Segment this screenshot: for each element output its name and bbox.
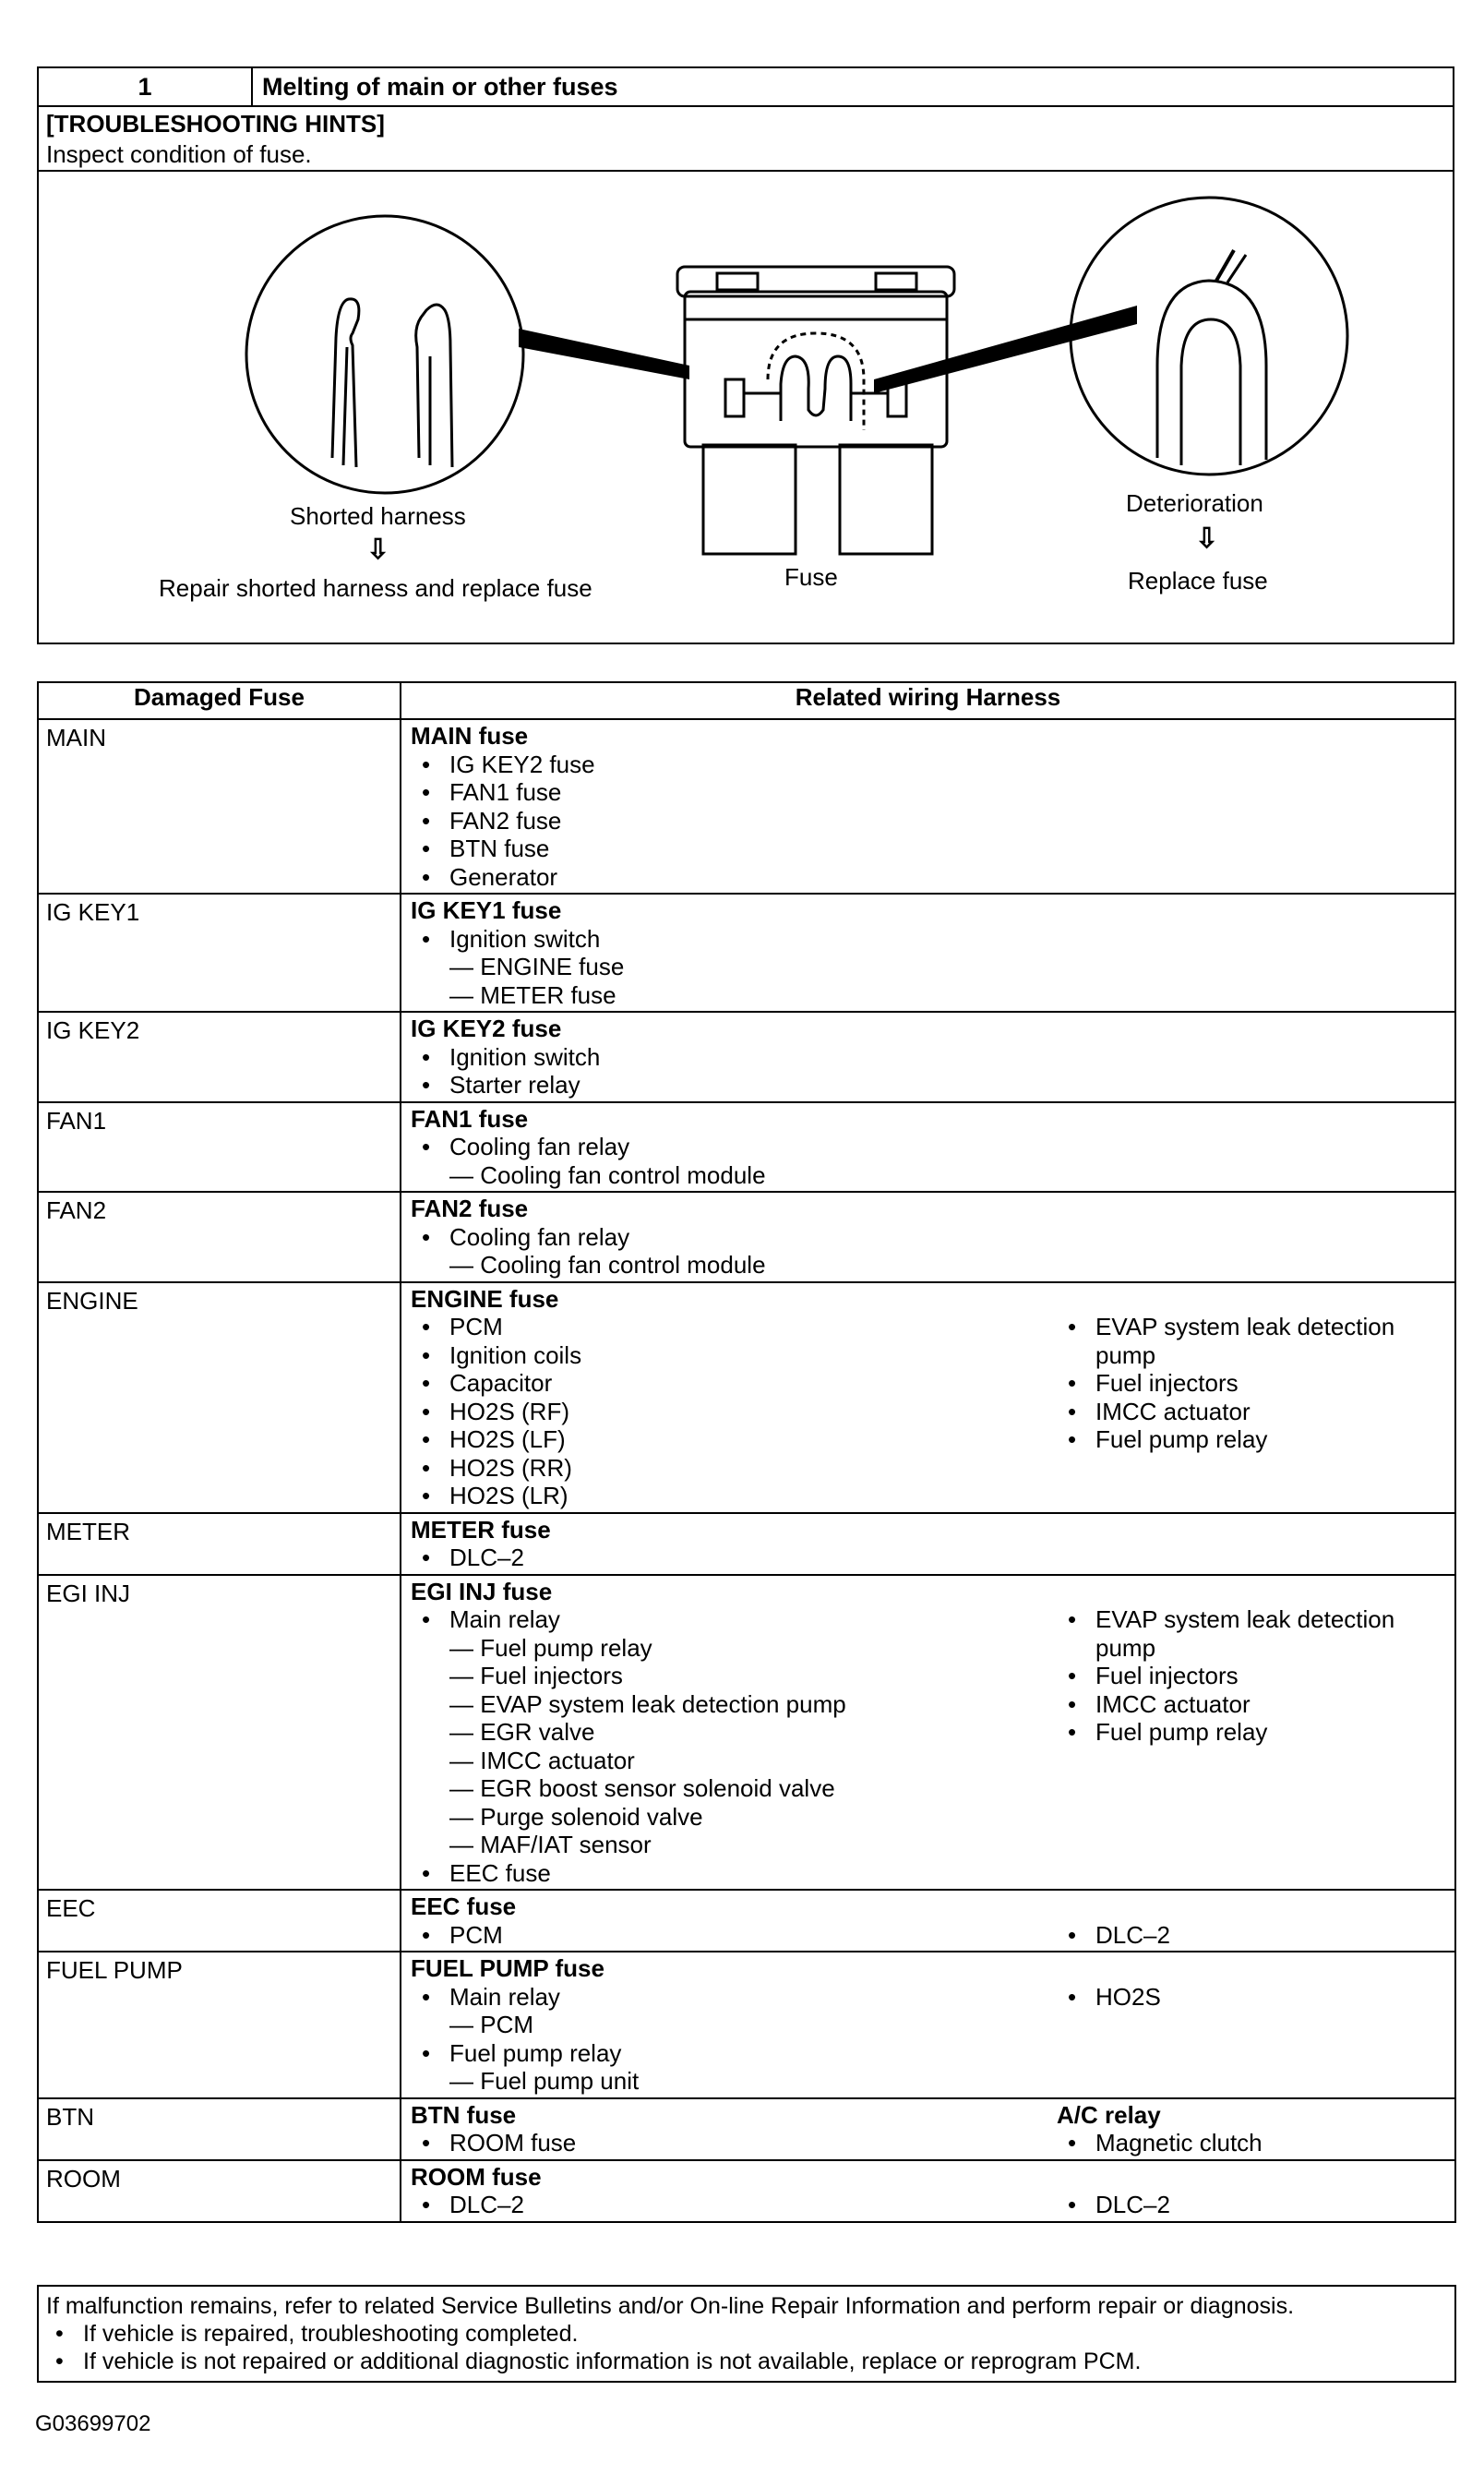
table-row: [38, 1890, 1455, 1952]
table-body: [38, 719, 1455, 2222]
harness-item: [1057, 1605, 1447, 1662]
harness-item: • ROOM fuse: [411, 2129, 1057, 2157]
shorted-harness-magnifier: [246, 216, 523, 493]
harness-item: [1057, 1690, 1447, 1719]
damaged-fuse-cell: FAN2: [38, 1192, 401, 1282]
harness-item: • HO2S (RF): [411, 1398, 1057, 1426]
troubleshooting-step-box: [37, 66, 1454, 644]
harness-item: • IG KEY2 fuse: [411, 751, 1057, 779]
damaged-fuse-cell: BTN: [38, 2098, 401, 2160]
table-row: [38, 1102, 1455, 1193]
harness-subitem: — Fuel pump unit: [411, 2067, 1057, 2096]
harness-right-title: A/C relay: [1057, 2100, 1161, 2129]
step-header: [39, 68, 1453, 107]
table-row: [38, 1192, 1455, 1282]
harness-right-title: [1057, 1015, 1447, 1043]
harness-right-title: [1057, 1516, 1447, 1544]
harness-subitem: — MAF/IAT sensor: [411, 1831, 1057, 1859]
table-row: [38, 1282, 1455, 1513]
related-harness-cell: [401, 1890, 1455, 1952]
damaged-fuse-cell: FUEL PUMP: [38, 1952, 401, 2098]
harness-title: ENGINE fuse: [411, 1284, 559, 1313]
left-pointer: [519, 329, 689, 379]
harness-item: • BTN fuse: [411, 835, 1057, 863]
related-harness-cell: [401, 1192, 1455, 1282]
harness-item: • HO2S (RR): [411, 1454, 1057, 1483]
harness-item: • Main relay: [411, 1983, 1057, 2012]
harness-item-text: • HO2S: [1095, 1982, 1161, 2011]
harness-right-title: [1057, 2163, 1447, 2192]
harness-item: [1057, 2129, 1447, 2157]
harness-subitem: — ENGINE fuse: [411, 953, 1057, 981]
related-harness-cell: [401, 1952, 1455, 2098]
down-arrow-icon: ⇩: [1195, 523, 1219, 554]
fuse-illustration: [39, 172, 1453, 639]
harness-right-title: [1057, 1578, 1447, 1606]
harness-item-text: • IMCC actuator: [1095, 1689, 1251, 1718]
related-harness-cell: [401, 894, 1455, 1012]
harness-subitem: — Purge solenoid valve: [411, 1803, 1057, 1832]
harness-subitem: — PCM: [411, 2011, 1057, 2039]
harness-subitem: — EGR valve: [411, 1718, 1057, 1747]
harness-item: • FAN2 fuse: [411, 807, 1057, 835]
harness-item-text: • DLC–2: [1095, 1920, 1170, 1949]
damaged-fuse-cell: METER: [38, 1513, 401, 1575]
harness-item: • DLC–2: [411, 2191, 1057, 2219]
harness-item: [1057, 1425, 1447, 1454]
harness-item: • EEC fuse: [411, 1859, 1057, 1888]
harness-item-text: • Magnetic clutch: [1095, 2129, 1263, 2157]
harness-item: • Cooling fan relay: [411, 1223, 1057, 1252]
harness-item-text: • Fuel pump relay: [1095, 1718, 1268, 1746]
harness-subitem: — Cooling fan control module: [411, 1251, 1057, 1280]
harness-item-text: • IMCC actuator: [1095, 1397, 1251, 1425]
related-harness-cell: [401, 719, 1455, 894]
harness-item-text: • DLC–2: [1095, 2191, 1170, 2218]
column-header-related-harness: Related wiring Harness: [401, 682, 1455, 719]
related-harness-cell: [401, 1575, 1455, 1891]
table-row: [38, 2160, 1455, 2222]
harness-item: • HO2S (LF): [411, 1425, 1057, 1454]
hints-heading: [TROUBLESHOOTING HINTS]: [46, 110, 385, 138]
harness-subitem: — IMCC actuator: [411, 1747, 1057, 1775]
harness-item: [1057, 1369, 1447, 1398]
table-row: [38, 1952, 1455, 2098]
harness-title: ROOM fuse: [411, 2162, 542, 2191]
harness-item: • Main relay: [411, 1605, 1057, 1634]
table-row: [38, 894, 1455, 1012]
harness-title: METER fuse: [411, 1515, 551, 1544]
harness-item: [1057, 1921, 1447, 1950]
table-row: [38, 1513, 1455, 1575]
column-header-damaged-fuse: Damaged Fuse: [38, 682, 401, 719]
harness-item: • Fuel pump relay: [411, 2039, 1057, 2068]
harness-item: • DLC–2: [411, 1544, 1057, 1572]
footer-item: • If vehicle is not repaired or additional diagnostic information is not available, replace or reprogram PCM.: [46, 2348, 1447, 2375]
damaged-fuse-cell: EGI INJ: [38, 1575, 401, 1891]
hints-text: Inspect condition of fuse.: [46, 140, 312, 168]
related-harness-cell: [401, 1012, 1455, 1102]
harness-item: • PCM: [411, 1921, 1057, 1950]
harness-item: • Cooling fan relay: [411, 1133, 1057, 1161]
harness-item: • PCM: [411, 1313, 1057, 1341]
harness-title: FUEL PUMP fuse: [411, 1954, 604, 1982]
deterioration-label: Deterioration: [1126, 489, 1263, 517]
damaged-fuse-table: [37, 681, 1456, 2223]
footer-item: • If vehicle is repaired, troubleshooting completed.: [46, 2320, 1447, 2348]
harness-item: [1057, 2191, 1447, 2219]
harness-item: [1057, 1718, 1447, 1747]
table-row: [38, 2098, 1455, 2160]
harness-title: EEC fuse: [411, 1892, 517, 1920]
harness-subitem: — METER fuse: [411, 981, 1057, 1010]
harness-item: • Ignition switch: [411, 1043, 1057, 1072]
figure-code: G03699702: [35, 2411, 151, 2436]
fuse-label: Fuse: [784, 563, 838, 591]
related-harness-cell: [401, 1102, 1455, 1193]
footer-text: If malfunction remains, refer to related Service Bulletins and/or On-line Repair Information and perform repair or diagnosis.: [46, 2293, 1295, 2319]
harness-title: FAN2 fuse: [411, 1195, 529, 1222]
step-number: 1: [39, 68, 253, 105]
harness-subitem: — EGR boost sensor solenoid valve: [411, 1774, 1057, 1803]
harness-right-title: [1057, 1954, 1447, 1983]
troubleshooting-hints: [39, 107, 1453, 172]
harness-item: [1057, 1662, 1447, 1690]
harness-subitem: — Cooling fan control module: [411, 1161, 1057, 1190]
harness-item: [1057, 1398, 1447, 1426]
table-row: [38, 719, 1455, 894]
deterioration-magnifier: [1071, 198, 1347, 475]
harness-right-title: [1057, 722, 1447, 751]
harness-item: [1057, 1983, 1447, 2012]
related-harness-cell: [401, 2160, 1455, 2222]
damaged-fuse-cell: ROOM: [38, 2160, 401, 2222]
damaged-fuse-cell: EEC: [38, 1890, 401, 1952]
harness-item: [1057, 1313, 1447, 1369]
harness-item-text: • EVAP system leak detection pump: [1095, 1313, 1395, 1369]
harness-subitem: — EVAP system leak detection pump: [411, 1690, 1057, 1719]
harness-item-text: • Fuel pump relay: [1095, 1425, 1268, 1453]
harness-title: MAIN fuse: [411, 722, 529, 750]
step-title: Melting of main or other fuses: [262, 73, 618, 101]
harness-right-title: [1057, 1195, 1447, 1223]
harness-title: IG KEY2 fuse: [411, 1015, 562, 1042]
harness-item: • Generator: [411, 863, 1057, 892]
harness-title: FAN1 fuse: [411, 1104, 529, 1133]
related-harness-cell: [401, 1282, 1455, 1513]
harness-item: • Ignition coils: [411, 1341, 1057, 1370]
harness-right-title: [1057, 896, 1447, 925]
harness-title: EGI INJ fuse: [411, 1577, 553, 1605]
damaged-fuse-cell: IG KEY1: [38, 894, 401, 1012]
harness-item-text: • Fuel injectors: [1095, 1369, 1239, 1397]
damaged-fuse-cell: MAIN: [38, 719, 401, 894]
harness-item: • Starter relay: [411, 1071, 1057, 1099]
table-row: [38, 1012, 1455, 1102]
shorted-harness-label: Shorted harness: [290, 502, 466, 530]
harness-title: BTN fuse: [411, 2100, 517, 2129]
repair-harness-label: Repair shorted harness and replace fuse: [159, 574, 592, 602]
related-harness-cell: [401, 1513, 1455, 1575]
replace-fuse-label: Replace fuse: [1128, 567, 1268, 595]
harness-item-text: • EVAP system leak detection pump: [1095, 1605, 1395, 1662]
harness-right-title: [1057, 1105, 1447, 1134]
harness-item: • HO2S (LR): [411, 1482, 1057, 1510]
harness-item: • FAN1 fuse: [411, 778, 1057, 807]
harness-right-title: [1057, 1285, 1447, 1314]
harness-subitem: — Fuel pump relay: [411, 1634, 1057, 1663]
fuse-icon: [677, 267, 954, 554]
harness-item: • Ignition switch: [411, 925, 1057, 954]
damaged-fuse-cell: ENGINE: [38, 1282, 401, 1513]
damaged-fuse-cell: IG KEY2: [38, 1012, 401, 1102]
down-arrow-icon: ⇩: [366, 535, 390, 565]
harness-item: • Capacitor: [411, 1369, 1057, 1398]
harness-subitem: — Fuel injectors: [411, 1662, 1057, 1690]
harness-right-title: [1057, 1892, 1447, 1921]
table-row: [38, 1575, 1455, 1891]
damaged-fuse-cell: FAN1: [38, 1102, 401, 1193]
related-harness-cell: [401, 2098, 1455, 2160]
harness-title: IG KEY1 fuse: [411, 896, 562, 924]
table-header-row: [38, 682, 1455, 719]
footer-note: [37, 2285, 1456, 2383]
harness-item-text: • Fuel injectors: [1095, 1662, 1239, 1689]
